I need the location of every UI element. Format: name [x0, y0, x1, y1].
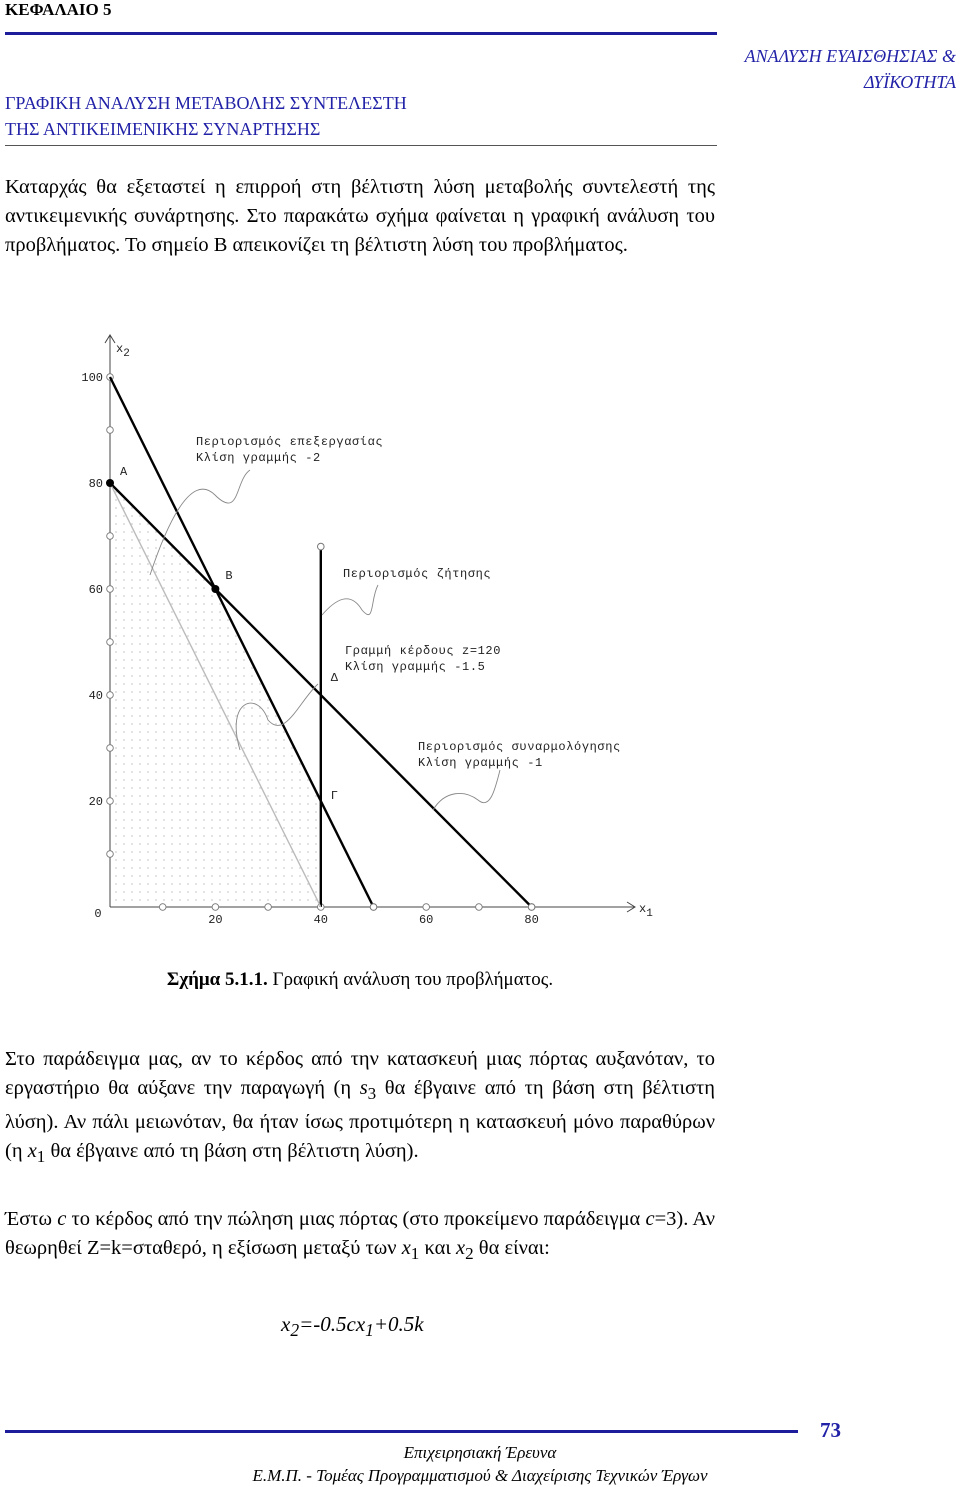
y-tick-mark	[107, 692, 114, 699]
x-tick-mark	[476, 904, 483, 911]
para3-text-d: και	[419, 1237, 456, 1259]
figure-caption	[0, 969, 720, 991]
footer-course: Επιχειρησιακή Έρευνα	[403, 1443, 557, 1462]
para3-text-b: το κέρδος από την πώληση μιας πόρτας (στο προκείμενο παράδειγμα	[66, 1208, 646, 1230]
x-tick-label: 80	[524, 913, 539, 927]
section-subtitle-line2: ΔΥΪΚΟΤΗΤΑ	[863, 72, 956, 92]
para3-var-c: c	[57, 1208, 67, 1230]
x-tick-mark	[159, 904, 166, 911]
y-tick-mark	[107, 851, 114, 858]
para2-text-a: Στο παράδειγμα μας, αν το κέρδος από την κατασκευή μιας πόρτας αυξανόταν, το εργαστήριο θα αύξανε την παραγωγή (η	[5, 1048, 715, 1099]
chart-layer	[81, 335, 653, 927]
annotation-0-line-0: Περιορισμός επεξεργασίας	[196, 435, 384, 449]
paragraph-definition	[5, 1205, 715, 1268]
para3-text-a: Έστω	[5, 1208, 58, 1230]
y-tick-mark	[107, 798, 114, 805]
equation	[281, 1312, 424, 1341]
equation-part-3: +0.5k	[373, 1312, 424, 1336]
equation-sub-2: 2	[290, 1320, 300, 1341]
annotation-3-line-0: Περιορισμός συναρμολόγησης	[418, 740, 621, 754]
line-end-marker	[370, 904, 377, 911]
point-label-Γ: Γ	[330, 789, 339, 803]
y-axis-label: x2	[116, 342, 130, 360]
para3-sub-1: 1	[410, 1244, 420, 1264]
y-tick-label: 60	[88, 583, 103, 597]
annotation-leader-3	[433, 770, 500, 810]
y-tick-mark	[107, 639, 114, 646]
para2-sub-1: 1	[36, 1147, 46, 1167]
caption-text: Γραφική ανάλυση του προβλήματος.	[267, 969, 554, 990]
x-tick-label: 60	[418, 913, 434, 927]
x-tick-mark	[212, 904, 219, 911]
para3-var-c2: c	[645, 1208, 655, 1230]
para2-var-x: x	[27, 1140, 37, 1163]
chapter-rule	[5, 32, 717, 35]
equation-part-2: =-0.5cx	[299, 1312, 366, 1336]
point-A	[106, 479, 114, 487]
x-axis-label: x1	[639, 902, 653, 920]
point-label-Δ: Δ	[330, 671, 339, 685]
footer-department: Ε.Μ.Π. - Τομέας Προγραμματισμού & Διαχείρισης Τεχνικών Έργων	[252, 1466, 708, 1485]
section-title-line2: ΤΗΣ ΑΝΤΙΚΕΙΜΕΝΙΚΗΣ ΣΥΝΑΡΤΗΣΗΣ	[5, 119, 321, 139]
y-tick-mark	[107, 745, 114, 752]
y-tick-mark	[107, 533, 114, 540]
y-tick-mark	[107, 586, 114, 593]
graphical-solution-figure	[70, 325, 690, 945]
y-tick-mark	[107, 427, 114, 434]
para3-text-c: =3). Αν θεωρηθεί Z=k=σταθερό, η εξίσωση μεταξύ των	[5, 1208, 715, 1259]
chapter-title: ΚΕΦΑΛΑΙΟ 5	[5, 0, 112, 19]
para2-sub-3: 3	[367, 1084, 377, 1104]
annotation-leader-1	[322, 585, 378, 615]
section-rule	[5, 145, 717, 146]
x-tick-mark	[423, 904, 430, 911]
x-tick-label: 40	[313, 913, 329, 927]
point-B	[211, 585, 219, 593]
section-title	[5, 90, 505, 142]
para2-text-b: θα έβγαινε από τη βάση στη βέλτιστη λύση). Αν πάλι μειωνόταν, θα ήταν ίσως προτιμότερη η κατασκευή μόνο παραθύρων (η	[5, 1077, 715, 1163]
y-tick-label: 40	[88, 689, 103, 703]
equation-part-1: x	[281, 1312, 291, 1336]
section-subtitle	[700, 43, 956, 95]
annotation-0-line-1: Κλίση γραμμής -2	[196, 451, 321, 465]
paragraph-intro: Καταρχάς θα εξεταστεί η επιρροή στη βέλτιστη λύση μεταβολής συντελεστή της αντικειμενικής συνάρτησης. Στο παρακάτω σχήμα φαίνεται η γραφική ανάλυση του προβλήματος. Το σημείο Β απεικονίζει τη βέλτιστη λύση του προβλήματος.	[5, 176, 715, 256]
section-subtitle-line1: ΑΝΑΛΥΣΗ ΕΥΑΙΣΘΗΣΙΑΣ &	[744, 46, 956, 66]
para3-sub-2: 2	[465, 1244, 474, 1264]
annotation-2-line-1: Κλίση γραμμής -1.5	[345, 660, 486, 674]
para3-text-e: θα είναι:	[473, 1237, 550, 1259]
para2-text-c: θα έβγαινε από τη βάση στη βέλτιστη λύση).	[45, 1140, 419, 1163]
caption-number: Σχήμα 5.1.1.	[166, 969, 268, 990]
annotation-1-line-0: Περιορισμός ζήτησης	[343, 567, 492, 581]
y-tick-label: 80	[88, 477, 103, 491]
y-tick-label: 100	[81, 371, 103, 385]
y-tick-label: 20	[88, 795, 103, 809]
section-title-line1: ΓΡΑΦΙΚΗ ΑΝΑΛΥΣΗ ΜΕΤΑΒΟΛΗΣ ΣΥΝΤΕΛΕΣΤΗ	[5, 93, 407, 113]
point-label-A: A	[120, 465, 128, 479]
x-tick-mark	[265, 904, 272, 911]
para2-var-s: s	[359, 1077, 368, 1099]
equation-sub-1: 1	[365, 1320, 374, 1341]
annotation-2-line-0: Γραμμή κέρδους z=120	[345, 644, 502, 658]
annotation-3-line-1: Κλίση γραμμής -1	[418, 756, 543, 770]
x-tick-label: 20	[208, 913, 223, 927]
paragraph-example	[5, 1045, 715, 1171]
para3-var-x2: x	[456, 1237, 466, 1259]
page-number: 73	[820, 1418, 841, 1442]
point-label-B: B	[225, 569, 233, 583]
x-tick-label: 0	[94, 907, 102, 921]
line-end-marker	[318, 543, 325, 550]
line-end-marker	[528, 904, 535, 911]
footer-rule	[5, 1430, 798, 1433]
para3-var-x1: x	[401, 1237, 411, 1259]
